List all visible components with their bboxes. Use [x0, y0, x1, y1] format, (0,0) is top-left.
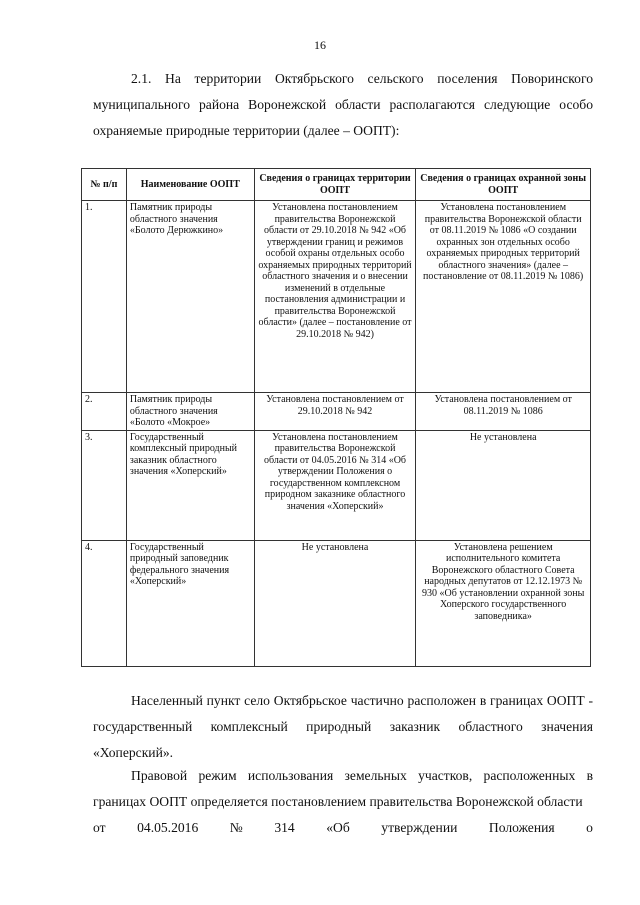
- word: 314: [274, 820, 295, 835]
- header-zone: Сведения о границах охранной зоны ООПТ: [416, 169, 591, 201]
- cell-num: 1.: [82, 201, 127, 393]
- oopt-table: [81, 168, 591, 667]
- table-row: [82, 540, 591, 666]
- word: 04.05.2016: [137, 820, 199, 835]
- cell-zone: Установлена постановлением правительства Воронежской области от 08.11.2019 № 1086 «О создании охранных зон отдельных особо охраняемых природных территорий областного значения» (далее – постановление от 08.11.2019 № 1086): [416, 201, 591, 393]
- page-number: 16: [314, 38, 326, 52]
- cell-num: 4.: [82, 540, 127, 666]
- cell-zone: Не установлена: [416, 430, 591, 540]
- word: №: [229, 820, 243, 835]
- word: Положения: [488, 820, 555, 835]
- word: «Об: [326, 820, 350, 835]
- cell-num: 2.: [82, 393, 127, 431]
- table-row: [82, 201, 591, 393]
- legal-regime-paragraph: Правовой режим использования земельных участков, расположенных в границах ООПТ определяется постановлением правительства Воронежской области от 04.05.2016 № 314 «Об утверждении Положения о: [93, 763, 593, 841]
- table-header-row: [82, 169, 591, 201]
- table-row: [82, 430, 591, 540]
- cell-zone: Установлена решением исполнительного комитета Воронежского областного Совета народных депутатов от 12.12.1973 № 930 «Об установлении охранной зоны Хоперского государственного заповедника»: [416, 540, 591, 666]
- cell-name: Государственный природный заповедник федерального значения «Хоперский»: [126, 540, 254, 666]
- cell-name: Государственный комплексный природный заказник областного значения «Хоперский»: [126, 430, 254, 540]
- cell-num: 3.: [82, 430, 127, 540]
- paragraph-last-line: [93, 815, 593, 841]
- header-num: № п/п: [82, 169, 127, 201]
- cell-boundaries: Установлена постановлением правительства Воронежской области от 29.10.2018 № 942 «Об утверждении границ и режимов особой охраны отдельных особо охраняемых природных территорий областного значения и о внесении изменений в отдельные постановления администрации и правительства Воронежской области» (далее – постановление от 29.10.2018 № 942): [254, 201, 416, 393]
- intro-paragraph: 2.1. На территории Октябрьского сельского поселения Поворинского муниципального района Воронежской области располагаются следующие особо охраняемые природные территории (далее – ООПТ):: [93, 71, 593, 138]
- cell-boundaries: Не установлена: [254, 540, 416, 666]
- cell-boundaries: Установлена постановлением правительства Воронежской области от 04.05.2016 № 314 «Об утверждении Положения о государственном комплексном природном заказнике областного значения «Хоперский»: [254, 430, 416, 540]
- cell-boundaries: Установлена постановлением от 29.10.2018 № 942: [254, 393, 416, 431]
- cell-name: Памятник природы областного значения «Болото «Мокрое»: [126, 393, 254, 431]
- settlement-paragraph: Населенный пункт село Октябрьское частично расположен в границах ООПТ - государственный комплексный природный заказник областного значения «Хоперский».: [93, 693, 593, 760]
- word: утверждении: [381, 820, 458, 835]
- cell-zone: Установлена постановлением от 08.11.2019 № 1086: [416, 393, 591, 431]
- header-name: Наименование ООПТ: [126, 169, 254, 201]
- table-row: [82, 393, 591, 431]
- cell-name: Памятник природы областного значения «Болото Дерюжкино»: [126, 201, 254, 393]
- word: от: [93, 820, 106, 835]
- word: о: [586, 820, 593, 835]
- header-boundaries: Сведения о границах территории ООПТ: [254, 169, 416, 201]
